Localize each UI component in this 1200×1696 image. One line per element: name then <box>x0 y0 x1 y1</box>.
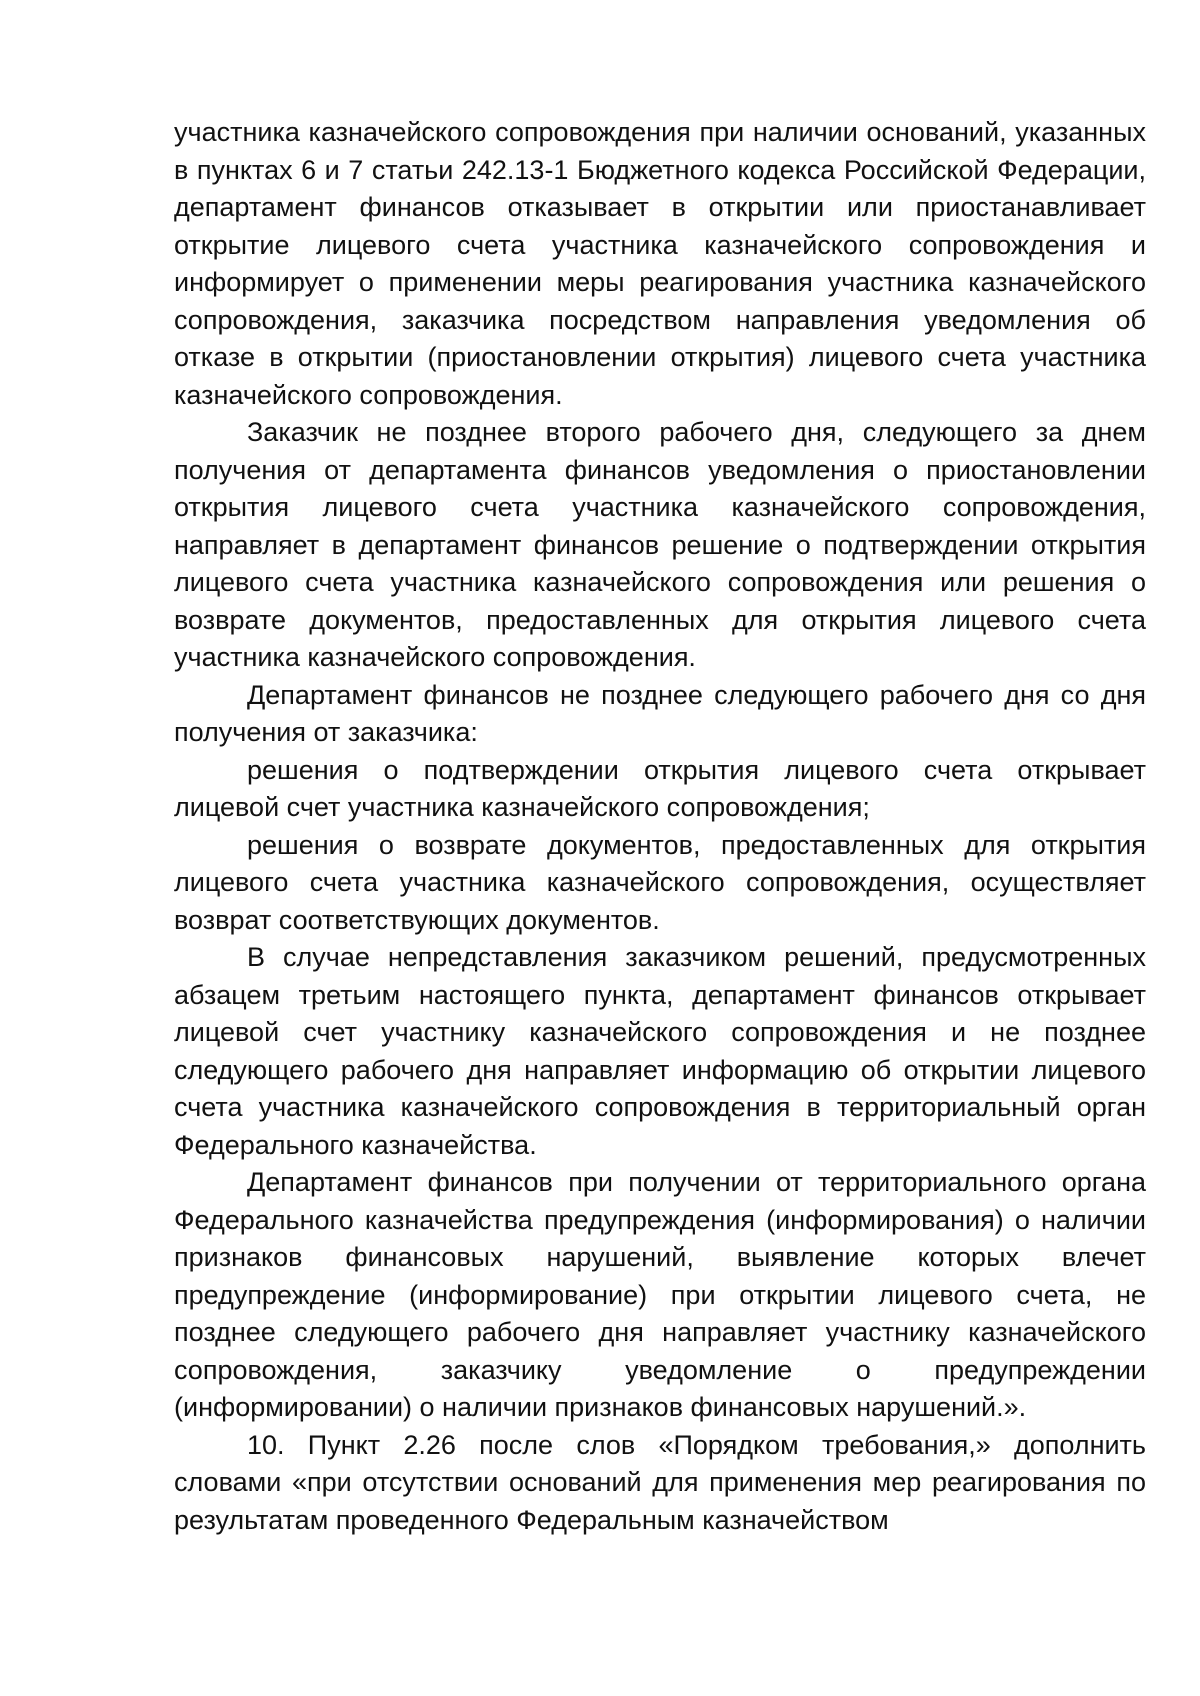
paragraph-continuation: участника казначейского сопровождения при наличии оснований, указанных в пунктах 6 и 7 статьи 242.13-1 Бюджетного кодекса Российской Федерации, департамент финансов отказывает в открытии или приостанавливает открытие лицевого счета участника казначейского сопровождения и информирует о применении меры реагирования участника казначейского сопровождения, заказчика посредством направления уведомления об отказе в открытии (приостановлении открытия) лицевого счета участника казначейского сопровождения. <box>174 117 1146 410</box>
document-body <box>174 114 1146 1539</box>
paragraph-warning-notice: Департамент финансов при получении от территориального органа Федерального казначейства предупреждения (информирования) о наличии признаков финансовых нарушений, выявление которых влечет предупреждение (информирование) при открытии лицевого счета, не позднее следующего рабочего дня направляет участнику казначейского сопровождения, заказчику уведомление о предупреждении (информировании) о наличии признаков финансовых нарушений.». <box>174 1167 1146 1422</box>
paragraph-department-action: Департамент финансов не позднее следующего рабочего дня со дня получения от заказчика: <box>174 679 1146 747</box>
paragraph-customer-decision: Заказчик не позднее второго рабочего дня, следующего за днем получения от департамента финансов уведомления о приостановлении открытия лицевого счета участника казначейского сопровождения, направляет в департамент финансов решение о подтверждении открытия лицевого счета участника казначейского сопровождения или решения о возврате документов, предоставленных для открытия лицевого счета участника казначейского сопровождения. <box>174 417 1146 672</box>
paragraph-item-10: 10. Пункт 2.26 после слов «Порядком требования,» дополнить словами «при отсутствии оснований для применения мер реагирования по результатам проведенного Федеральным казначейством <box>174 1429 1146 1535</box>
paragraph-return-decision: решения о возврате документов, предоставленных для открытия лицевого счета участника казначейского сопровождения, осуществляет возврат соответствующих документов. <box>174 829 1146 935</box>
paragraph-confirmation-decision: решения о подтверждении открытия лицевого счета открывает лицевой счет участника казначейского сопровождения; <box>174 754 1146 822</box>
paragraph-no-decision: В случае непредставления заказчиком решений, предусмотренных абзацем третьим настоящего пункта, департамент финансов открывает лицевой счет участнику казначейского сопровождения и не позднее следующего рабочего дня направляет информацию об открытии лицевого счета участника казначейского сопровождения в территориальный орган Федерального казначейства. <box>174 942 1146 1160</box>
